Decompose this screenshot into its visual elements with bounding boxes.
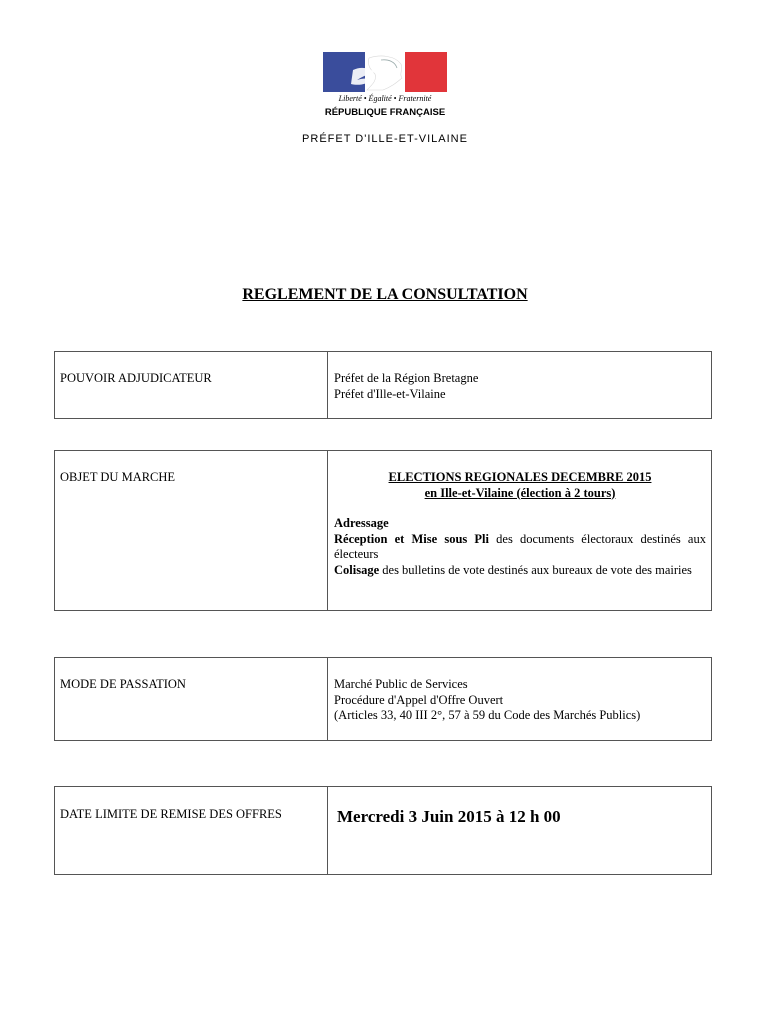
document-title: REGLEMENT DE LA CONSULTATION <box>242 286 528 303</box>
objet-item-reception: Réception et Mise sous Pli <box>334 531 489 546</box>
column-divider <box>327 658 328 740</box>
pouvoir-label: POUVOIR ADJUDICATEUR <box>60 371 212 385</box>
pouvoir-line-1: Préfet de la Région Bretagne <box>334 371 479 385</box>
mode-line-3: (Articles 33, 40 III 2°, 57 à 59 du Code des Marchés Publics) <box>334 708 641 722</box>
pouvoir-line-2: Préfet d'Ille-et-Vilaine <box>334 386 446 401</box>
pouvoir-value <box>334 371 706 402</box>
objet-item-colisage-text: des bulletins de vote destinés aux bureaux de vote des mairies <box>379 562 692 577</box>
date-label: DATE LIMITE DE REMISE DES OFFRES <box>60 807 282 821</box>
objet-item-adressage: Adressage <box>334 516 389 530</box>
objet-heading-1: ELECTIONS REGIONALES DECEMBRE 2015 <box>388 470 652 484</box>
date-limite-row <box>54 786 712 875</box>
mode-label: MODE DE PASSATION <box>60 677 186 691</box>
mode-line-2: Procédure d'Appel d'Offre Ouvert <box>334 692 504 707</box>
objet-item-reception-text: des documents électoraux destinés aux électeurs <box>334 531 706 561</box>
column-divider <box>327 451 328 610</box>
objet-heading <box>334 470 706 501</box>
objet-label: OBJET DU MARCHE <box>60 470 176 484</box>
republic-name: RÉPUBLIQUE FRANÇAISE <box>324 107 446 118</box>
objet-body <box>334 516 706 578</box>
pouvoir-adjudicateur-row <box>54 351 712 419</box>
republic-motto: Liberté • Égalité • Fraternité <box>338 94 432 103</box>
prefecture-name: PRÉFET D'ILLE-ET-VILAINE <box>302 133 468 145</box>
objet-marche-row <box>54 450 712 611</box>
objet-item-colisage: Colisage <box>334 562 380 577</box>
mode-line-1: Marché Public de Services <box>334 677 468 691</box>
mode-passation-row <box>54 657 712 741</box>
mode-value <box>334 677 706 724</box>
marianne-logo <box>323 52 447 92</box>
column-divider <box>327 787 328 874</box>
objet-heading-2: en Ille-et-Vilaine (élection à 2 tours) <box>424 485 616 500</box>
column-divider <box>327 352 328 418</box>
deadline-value: Mercredi 3 Juin 2015 à 12 h 00 <box>337 807 561 826</box>
